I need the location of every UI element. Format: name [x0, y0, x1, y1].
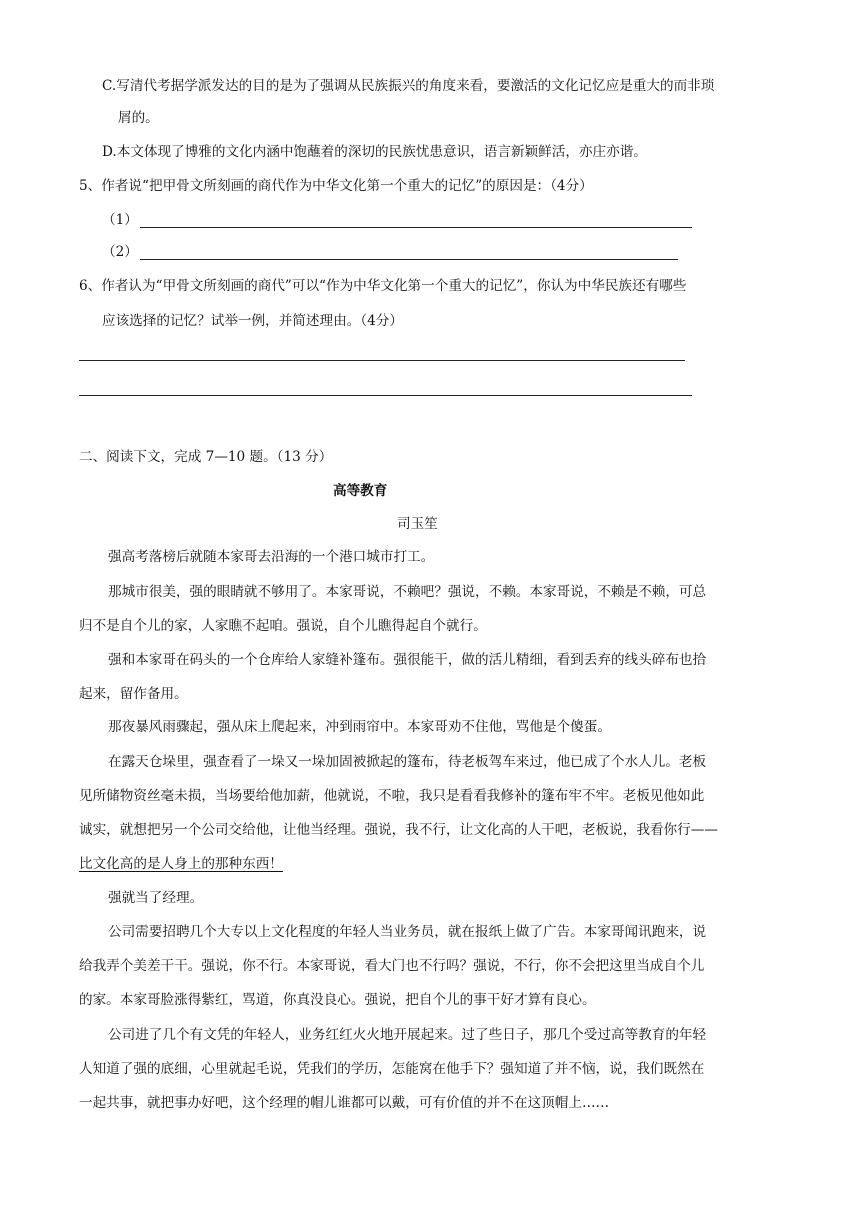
- story-title: 高等教育: [333, 483, 388, 499]
- q4-option-c-line2: 屑的。: [118, 110, 159, 126]
- story-line: 强就当了经理。: [108, 890, 204, 906]
- story-line: 在露天仓垛里，强查看了一垛又一垛加固被掀起的篷布，待老板驾车来过，他已成了个水人儿。老板: [108, 754, 707, 770]
- story-line: 给我弄个美差干干。强说，你不行。本家哥说，看大门也不行吗？强说，不行，你不会把这里当成自个儿: [79, 958, 705, 974]
- story-line: 起来，留作备用。: [79, 686, 188, 702]
- story-author: 司玉笙: [397, 516, 438, 532]
- story-line: 公司进了几个有文凭的年轻人，业务红红火火地开展起来。过了些日子，那几个受过高等教育的年轻: [108, 1027, 707, 1043]
- story-line: 强高考落榜后就随本家哥去沿海的一个港口城市打工。: [108, 549, 435, 565]
- section2-heading: 二、阅读下文，完成 7—10 题。（13 分）: [79, 449, 333, 465]
- q6-answer-line-1[interactable]: [79, 360, 685, 361]
- story-line: 诚实，就想把另一个公司交给他，让他当经理。强说，我不行，让文化高的人干吧，老板说，我看你行——: [79, 822, 718, 838]
- story-line: 公司需要招聘几个大专以上文化程度的年轻人当业务员，就在报纸上做了广告。本家哥闻讯跑来，说: [108, 924, 707, 940]
- q5-question: 5、作者说“把甲骨文所刻画的商代作为中华文化第一个重大的记忆”的原因是：（4分）: [79, 178, 593, 194]
- q6-question-line1: 6、作者认为“甲骨文所刻画的商代”可以“作为中华文化第一个重大的记忆”，你认为中华民族还有哪些: [79, 278, 687, 294]
- story-line: 见所储物资丝毫未损，当场要给他加薪，他就说，不啦，我只是看看我修补的篷布牢不牢。老板见他如此: [79, 788, 705, 804]
- story-line: 归不是自个儿的家，人家瞧不起咱。强说，自个儿瞧得起自个就行。: [79, 618, 487, 634]
- q5-answer-line-1[interactable]: [140, 227, 692, 228]
- q4-option-c-line1: C.写清代考据学派发达的目的是为了强调从民族振兴的角度来看，要激活的文化记忆应是重大的而非琐: [102, 78, 715, 94]
- q6-answer-line-2[interactable]: [79, 395, 692, 396]
- story-line-underlined: 比文化高的是人身上的那种东西！: [79, 856, 283, 872]
- story-line: 强和本家哥在码头的一个仓库给人家缝补篷布。强很能干，做的活儿精细，看到丢弃的线头碎布也拾: [108, 652, 707, 668]
- q5-blank2-label: （2）: [102, 244, 138, 260]
- story-line: 的家。本家哥脸涨得紫红，骂道，你真没良心。强说，把自个儿的事干好才算有良心。: [79, 992, 596, 1008]
- story-line: 一起共事，就把事办好吧，这个经理的帽儿谁都可以戴，可有价值的并不在这顶帽上……: [79, 1095, 610, 1111]
- story-line: 人知道了强的底细，心里就起毛说，凭我们的学历，怎能窝在他手下？强知道了并不恼，说，我们既然在: [79, 1061, 705, 1077]
- q6-question-line2: 应该选择的记忆？试举一例，并简述理由。（4分）: [102, 313, 403, 329]
- q5-answer-line-2[interactable]: [140, 259, 678, 260]
- story-line: 那夜暴风雨骤起，强从床上爬起来，冲到雨帘中。本家哥劝不住他，骂他是个傻蛋。: [108, 719, 611, 735]
- q5-blank1-label: （1）: [102, 212, 138, 228]
- q4-option-d: D.本文体现了博雅的文化内涵中饱蘸着的深切的民族忧患意识，语言新颖鲜活，亦庄亦谐。: [102, 144, 647, 160]
- story-line: 那城市很美，强的眼睛就不够用了。本家哥说，不赖吧？强说，不赖。本家哥说，不赖是不赖，可总: [108, 584, 707, 600]
